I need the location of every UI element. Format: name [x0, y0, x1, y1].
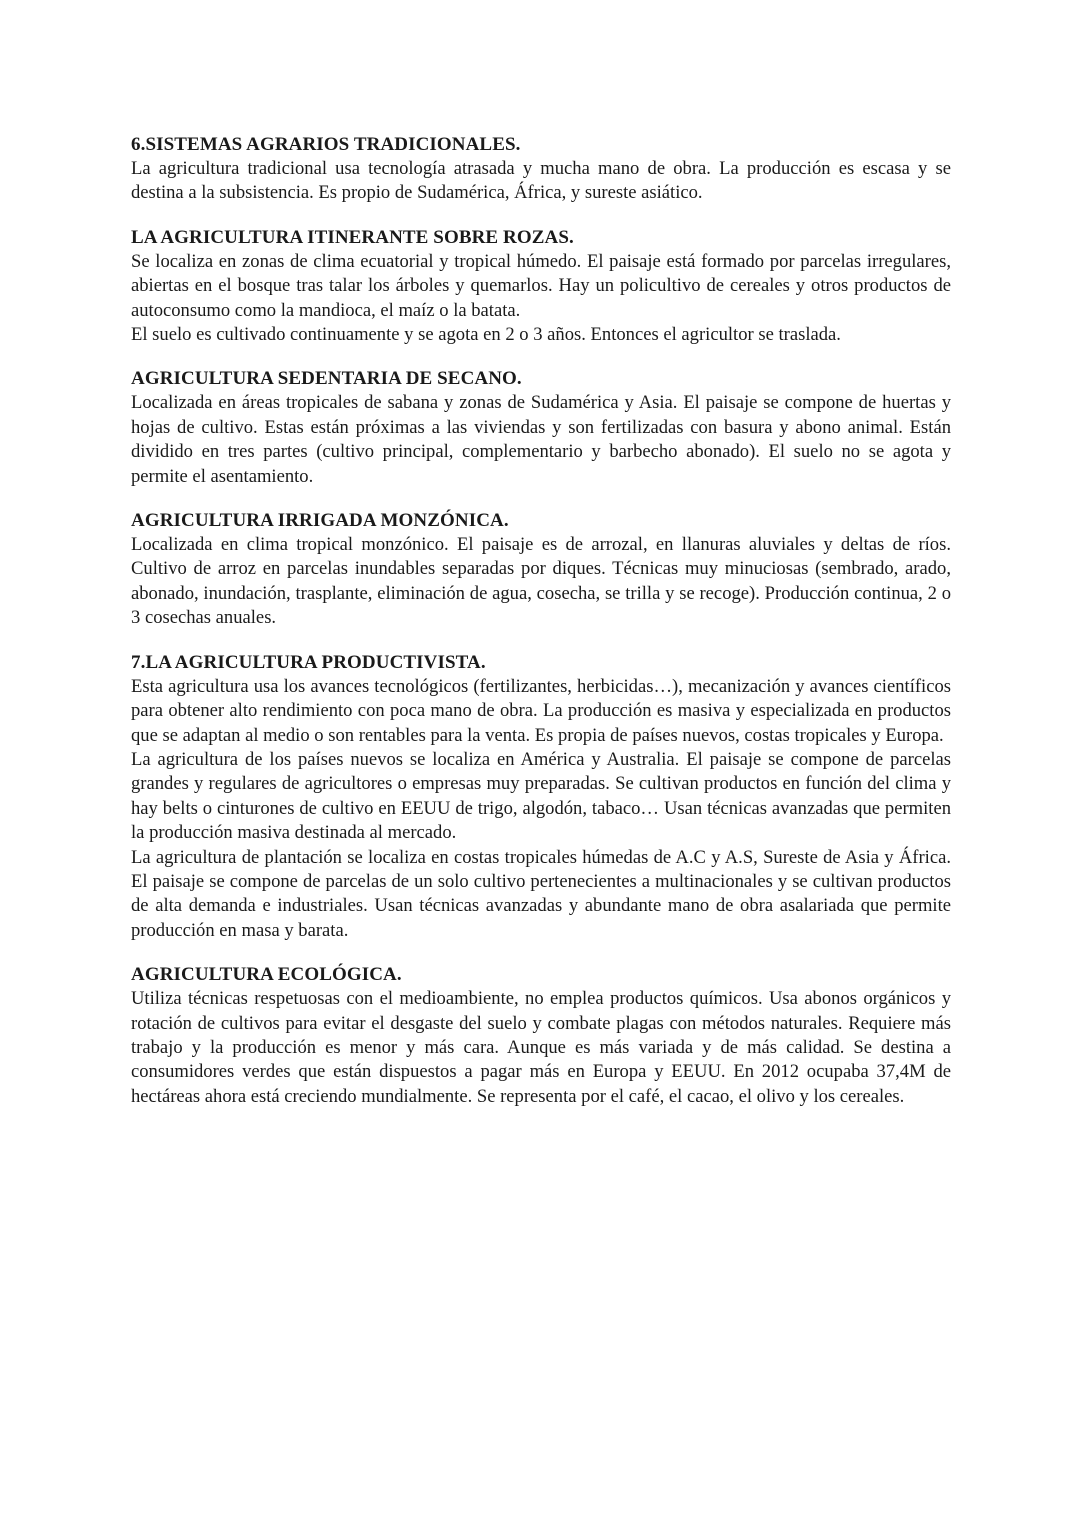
section-heading: AGRICULTURA ECOLÓGICA.	[131, 964, 402, 986]
section-paragraph: Localizada en áreas tropicales de sabana y zonas de Sudamérica y Asia. El paisaje se compone de huertas y hojas de cultivo. Estas están próximas a las viviendas y son fertilizadas con basura y abono animal. Están dividido en tres partes (cultivo principal, complementario y barbecho abonado). El suelo no se agota y permite el asentamiento.	[131, 392, 951, 487]
section-heading: AGRICULTURA SEDENTARIA DE SECANO.	[131, 368, 522, 390]
section-agricultura-sedentaria	[131, 367, 951, 489]
section-agricultura-irrigada	[131, 509, 951, 631]
section-paragraph: Localizada en clima tropical monzónico. El paisaje es de arrozal, en llanuras aluviales y deltas de ríos. Cultivo de arroz en parcelas inundables separadas por diques. Técnicas muy minuciosas (sembrado, arado, abonado, inundación, trasplante, eliminación de agua, cosecha, se trilla y se recoge). Producción continua, 2 o 3 cosechas anuales.	[131, 534, 951, 629]
section-agricultura-productivista	[131, 651, 951, 943]
section-heading: LA AGRICULTURA ITINERANTE SOBRE ROZAS.	[131, 226, 574, 248]
section-paragraph: La agricultura tradicional usa tecnología atrasada y mucha mano de obra. La producción es escasa y se destina a la subsistencia. Es propio de Sudamérica, África, y sureste asiático.	[131, 158, 951, 204]
section-heading: AGRICULTURA IRRIGADA MONZÓNICA.	[131, 510, 509, 532]
section-paragraph: La agricultura de los países nuevos se localiza en América y Australia. El paisaje se compone de parcelas grandes y regulares de agricultores o empresas muy preparadas. Se cultivan productos en función del clima y hay belts o cinturones de cultivo en EEUU de trigo, algodón, tabaco… Usan técnicas avanzadas que permiten la producción masiva destinada al mercado.	[131, 748, 951, 844]
section-heading: 7.LA AGRICULTURA PRODUCTIVISTA.	[131, 651, 486, 673]
section-paragraph: Se localiza en zonas de clima ecuatorial y tropical húmedo. El paisaje está formado por parcelas irregulares, abiertas en el bosque tras talar los árboles y quemarlos. Hay un policultivo de cereales y otros productos de autoconsumo como la mandioca, el maíz o la batata.	[131, 250, 951, 321]
section-paragraph: El suelo es cultivado continuamente y se agota en 2 o 3 años. Entonces el agricultor se traslada.	[131, 324, 841, 346]
section-agricultura-itinerante	[131, 226, 951, 348]
section-agricultura-ecologica	[131, 963, 951, 1109]
section-sistemas-agrarios-tradicionales	[131, 133, 951, 206]
section-paragraph: La agricultura de plantación se localiza en costas tropicales húmedas de A.C y A.S, Sureste de Asia y África. El paisaje se compone de parcelas de un solo cultivo pertenecientes a multinacionales y se cultivan productos de alta demanda e industriales. Usan técnicas avanzadas y abundante mano de obra asalariada que permite producción en masa y barata.	[131, 846, 951, 941]
section-heading: 6.SISTEMAS AGRARIOS TRADICIONALES.	[131, 134, 521, 155]
section-paragraph: Esta agricultura usa los avances tecnológicos (fertilizantes, herbicidas…), mecanización y avances científicos para obtener alto rendimiento con poca mano de obra. La producción es masiva y especializada en productos que se adaptan al medio o son rentables para la venta. Es propia de países nuevos, costas tropicales y Europa.	[131, 675, 951, 746]
section-paragraph: Utiliza técnicas respetuosas con el medioambiente, no emplea productos químicos. Usa abonos orgánicos y rotación de cultivos para evitar el desgaste del suelo y combate plagas con métodos naturales. Requiere más trabajo y la producción es menor y más cara. Aunque es más variada y de más calidad. Se destina a consumidores verdes que están dispuestos a pagar más en Europa y EEUU. En 2012 ocupaba 37,4M de hectáreas ahora está creciendo mundialmente. Se representa por el café, el cacao, el olivo y los cereales.	[131, 988, 951, 1107]
document-body	[131, 133, 951, 1129]
